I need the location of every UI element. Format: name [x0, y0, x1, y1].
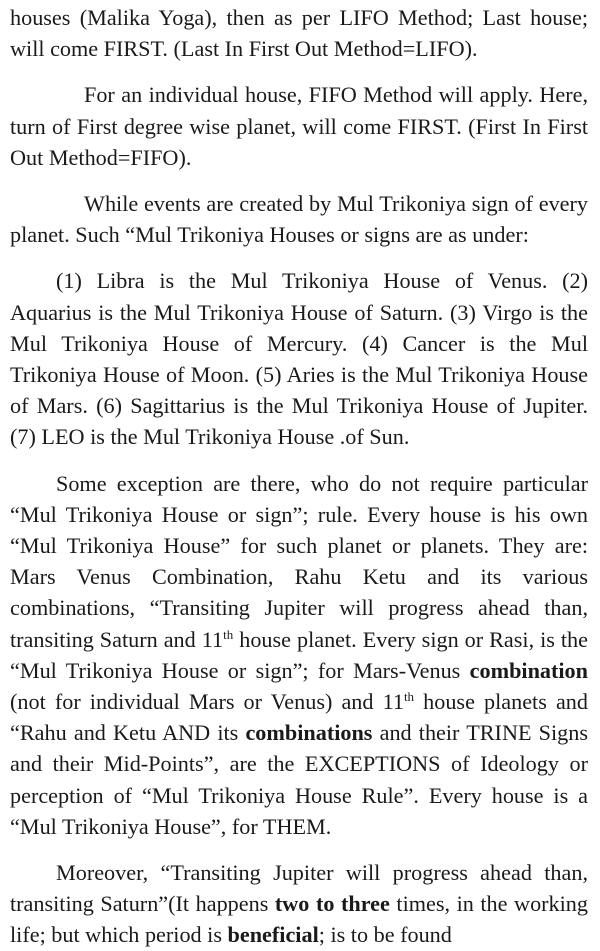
ordinal-suffix: th	[403, 689, 415, 705]
bold-combination: combination	[469, 657, 588, 683]
paragraph-lifo-continuation: houses (Malika Yoga), then as per LIFO Method; Last house; will come FIRST. (Last In First Out Method=LIFO).	[10, 5, 588, 62]
moreover-text-3: ; is to be found	[318, 922, 452, 948]
exception-text-3: (not for individual Mars or Venus) and 11	[10, 689, 404, 715]
moreover-text-2: times, in the working life; but which period is	[10, 891, 588, 948]
book-page	[10, 0, 588, 951]
bold-beneficial: beneficial	[227, 922, 319, 948]
paragraph-moreover	[10, 857, 588, 951]
exception-text-1: Some exception are there, who do not require particular “Mul Trikoniya House or sign”; rule. Every house is his own “Mul Trikoniya House” for such planet or planets. They are: Mars Venus Combination, Rahu Ketu and its various combinations, “Transiting Jupiter will progress ahead than, transiting Saturn and 11	[10, 470, 588, 652]
paragraph-fifo-method: For an individual house, FIFO Method will apply. Here, turn of First degree wise planet, will come FIRST. (First In First Out Method=FIFO).	[10, 82, 588, 170]
exception-text-2: house planet. Every sign or Rasi, is the “Mul Trikoniya House or sign”; for Mars-Venus	[10, 626, 588, 683]
bold-combinations: combinations	[245, 720, 373, 746]
paragraph-mul-trikoniya-houses-list: (1) Libra is the Mul Trikoniya House of Venus. (2) Aquarius is the Mul Trikoniya House of Saturn. (3) Virgo is the Mul Trikoniya House of Mercury. (4) Cancer is the Mul Trikoniya House of Moon. (5) Aries is the Mul Trikoniya House of Mars. (6) Sagittarius is the Mul Trikoniya House of Jupiter. (7) LEO is the Mul Trikoniya House .of Sun.	[10, 268, 588, 450]
bold-two-to-three: two to three	[274, 891, 390, 917]
exception-text-4: house planets and “Rahu and Ketu AND its	[10, 689, 588, 746]
paragraph-events-mul-trikoniya: While events are created by Mul Trikoniya sign of every planet. Such “Mul Trikoniya Houses or signs are as under:	[10, 191, 588, 248]
ordinal-suffix: th	[223, 626, 234, 642]
moreover-text-1: Moreover, “Transiting Jupiter will progress ahead than, transiting Saturn”(It happens	[10, 860, 588, 917]
paragraph-exceptions	[10, 468, 588, 842]
exception-text-5: and their TRINE Signs and their Mid-Points”, are the EXCEPTIONS of Ideology or perception of “Mul Trikoniya House Rule”. Every house is a “Mul Trikoniya House”, for THEM.	[10, 720, 589, 839]
